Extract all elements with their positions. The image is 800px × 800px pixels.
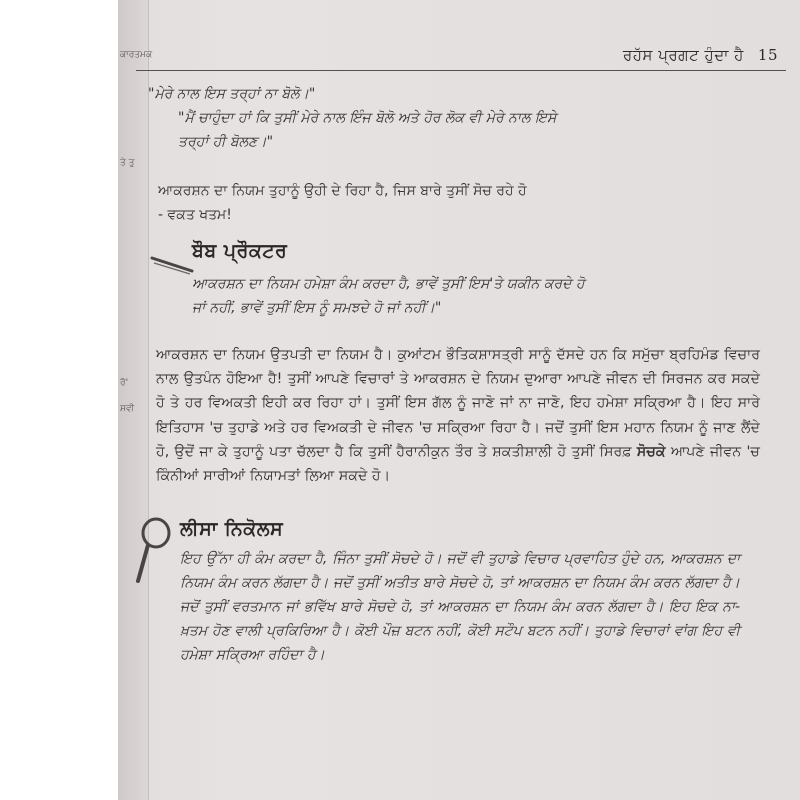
book-page — [118, 0, 800, 800]
heading-bob-proctor: ਬੌਬ ਪ੍ਰੌਕਟਰ — [192, 240, 288, 262]
edge-fragment: ਕਾਰਤਮਕ — [120, 50, 153, 60]
running-head — [623, 46, 778, 64]
pen-icon — [150, 255, 196, 275]
page-number: 15 — [757, 46, 778, 64]
edge-fragment: ਤੇ ਤੁ — [120, 158, 135, 168]
hand-mirror-icon — [134, 515, 174, 585]
quote-3-line-1: ਆਕਰਸ਼ਨ ਦਾ ਨਿਯਮ ਹਮੇਸ਼ਾ ਕੰਮ ਕਰਦਾ ਹੈ, ਭਾਵੇਂ ਤੁਸੀਂ ਇਸ'ਤੇ ਯਕੀਨ ਕਰਦੇ ਹੋ — [192, 276, 585, 292]
quote-2-line-1: "ਮੈਂ ਚਾਹੁੰਦਾ ਹਾਂ ਕਿ ਤੁਸੀਂ ਮੇਰੇ ਨਾਲ ਇੰਜ ਬੋਲੋ ਅਤੇ ਹੋਰ ਲੋਕ ਵੀ ਮੇਰੇ ਨਾਲ ਇਸੇ — [178, 110, 557, 126]
quote-2-line-2: ਤਰ੍ਹਾਂ ਹੀ ਬੋਲਣ।" — [178, 134, 274, 150]
paragraph-2-text: ਆਕਰਸ਼ਨ ਦਾ ਨਿਯਮ ਉਤਪਤੀ ਦਾ ਨਿਯਮ ਹੈ। ਕੁਆਂਟਮ ਭੌਤਿਕਸ਼ਾਸਤ੍ਰੀ ਸਾਨੂੰ ਦੱਸਦੇ ਹਨ ਕਿ ਸਮੁੱਚਾ ਬ੍ਰਹਿਮੰਡ ਵਿਚਾਰ ਨਾਲ ਉਤਪੰਨ ਹੋਇਆ ਹੈ! ਤੁਸੀਂ ਆਪਣੇ ਵਿਚਾਰਾਂ ਤੇ ਆਕਰਸ਼ਨ ਦੇ ਨਿਯਮ ਦੁਆਰਾ ਆਪਣੇ ਜੀਵਨ ਦੀ ਸਿਰਜਨ ਕਰ ਸਕਦੇ ਹੋ ਤੇ ਹਰ ਵਿਅਕਤੀ ਇਹੀ ਕਰ ਰਿਹਾ ਹਾਂ। ਤੁਸੀਂ ਇਸ ਗੱਲ ਨੂੰ ਜਾਣੋ ਜਾਂ ਨਾ ਜਾਣੋ, ਇਹ ਹਮੇਸ਼ਾ ਸਕ੍ਰਿਆ ਹੈ। ਇਹ ਸਾਰੇ ਇਤਿਹਾਸ 'ਚ ਤੁਹਾਡੇ ਅਤੇ ਹਰ ਵਿਅਕਤੀ ਦੇ ਜੀਵਨ 'ਚ ਸਕ੍ਰਿਆ ਰਿਹਾ ਹੈ। ਜਦੋਂ ਤੁਸੀਂ ਇਸ ਮਹਾਨ ਨਿਯਮ ਨੂੰ ਜਾਣ ਲੈਂਦੇ ਹੋ, ਉਦੋਂ ਜਾ ਕੇ ਤੁਹਾਨੂੰ ਪਤਾ ਚੱਲਦਾ ਹੈ ਕਿ ਤੁਸੀਂ ਹੈਰਾਨੀਕੁਨ ਤੌਰ ਤੇ ਸ਼ਕਤੀਸ਼ਾਲੀ ਹੋ ਤੁਸੀਂ ਸਿਰਫ਼ — [156, 347, 760, 460]
paragraph-2-text-end: ਆਪਣੇ ਜੀਵਨ 'ਚ ਕਿੰਨੀਆਂ ਸਾਰੀਆਂ ਨਿਯਾਮਤਾਂ ਲਿਆ ਸਕਦੇ ਹੋ। — [156, 443, 760, 485]
quote-1: "ਮੇਰੇ ਨਾਲ ਇਸ ਤਰ੍ਹਾਂ ਨਾ ਬੋਲੋ।" — [148, 86, 316, 102]
running-head-title: ਰਹੱਸ ਪ੍ਰਗਟ ਹੁੰਦਾ ਹੈ — [622, 46, 744, 64]
edge-fragment: ਰੋ' — [120, 378, 129, 388]
paragraph-2 — [156, 343, 760, 488]
paragraph-1-line-2: - ਵਕਤ ਖਤਮ! — [158, 207, 232, 223]
edge-fragment: ਸਵੀ — [120, 404, 135, 414]
heading-lisa-nichols: ਲੀਸਾ ਨਿਕੋਲਸ — [180, 518, 284, 540]
quote-4: ਇਹ ਉੱਨਾ ਹੀ ਕੰਮ ਕਰਦਾ ਹੈ, ਜਿੰਨਾ ਤੁਸੀਂ ਸੋਚਦੇ ਹੋ। ਜਦੋਂ ਵੀ ਤੁਹਾਡੇ ਵਿਚਾਰ ਪ੍ਰਵਾਹਿਤ ਹੁੰਦੇ ਹਨ, ਆਕਰਸ਼ਨ ਦਾ ਨਿਯਮ ਕੰਮ ਕਰਨ ਲੱਗਦਾ ਹੈ। ਜਦੋਂ ਤੁਸੀਂ ਅਤੀਤ ਬਾਰੇ ਸੋਚਦੇ ਹੋ, ਤਾਂ ਆਕਰਸ਼ਨ ਦਾ ਨਿਯਮ ਕੰਮ ਕਰਨ ਲੱਗਦਾ ਹੈ। ਜਦੋਂ ਤੁਸੀਂ ਵਰਤਮਾਨ ਜਾਂ ਭਵਿੱਖ ਬਾਰੇ ਸੋਚਦੇ ਹੋ, ਤਾਂ ਆਕਰਸ਼ਨ ਦਾ ਨਿਯਮ ਕੰਮ ਕਰਨ ਲੱਗਦਾ ਹੈ। ਇਹ ਇਕ ਨਾ-ਖ਼ਤਮ ਹੋਣ ਵਾਲੀ ਪ੍ਰਕਿਰਿਆ ਹੈ। ਕੋਈ ਪੌਜ਼ ਬਟਨ ਨਹੀਂ, ਕੋਈ ਸਟੌਪ ਬਟਨ ਨਹੀਂ। ਤੁਹਾਡੇ ਵਿਚਾਰਾਂ ਵਾਂਗ ਇਹ ਵੀ ਹਮੇਸ਼ਾ ਸਕ੍ਰਿਆ ਰਹਿੰਦਾ ਹੈ। — [180, 551, 740, 663]
header-rule — [136, 70, 786, 71]
quote-3-line-2: ਜਾਂ ਨਹੀਂ, ਭਾਵੇਂ ਤੁਸੀਂ ਇਸ ਨੂੰ ਸਮਝਦੇ ਹੋ ਜਾਂ ਨਹੀਂ।" — [192, 300, 442, 316]
paragraph-1-line-1: ਆਕਰਸ਼ਨ ਦਾ ਨਿਯਮ ਤੁਹਾਨੂੰ ਉਹੀ ਦੇ ਰਿਹਾ ਹੈ, ਜਿਸ ਬਾਰੇ ਤੁਸੀਂ ਸੋਚ ਰਹੇ ਹੋ — [158, 183, 527, 199]
previous-page-edge — [118, 0, 153, 800]
paragraph-2-bold-word: ਸੋਚਕੇ — [636, 443, 666, 460]
